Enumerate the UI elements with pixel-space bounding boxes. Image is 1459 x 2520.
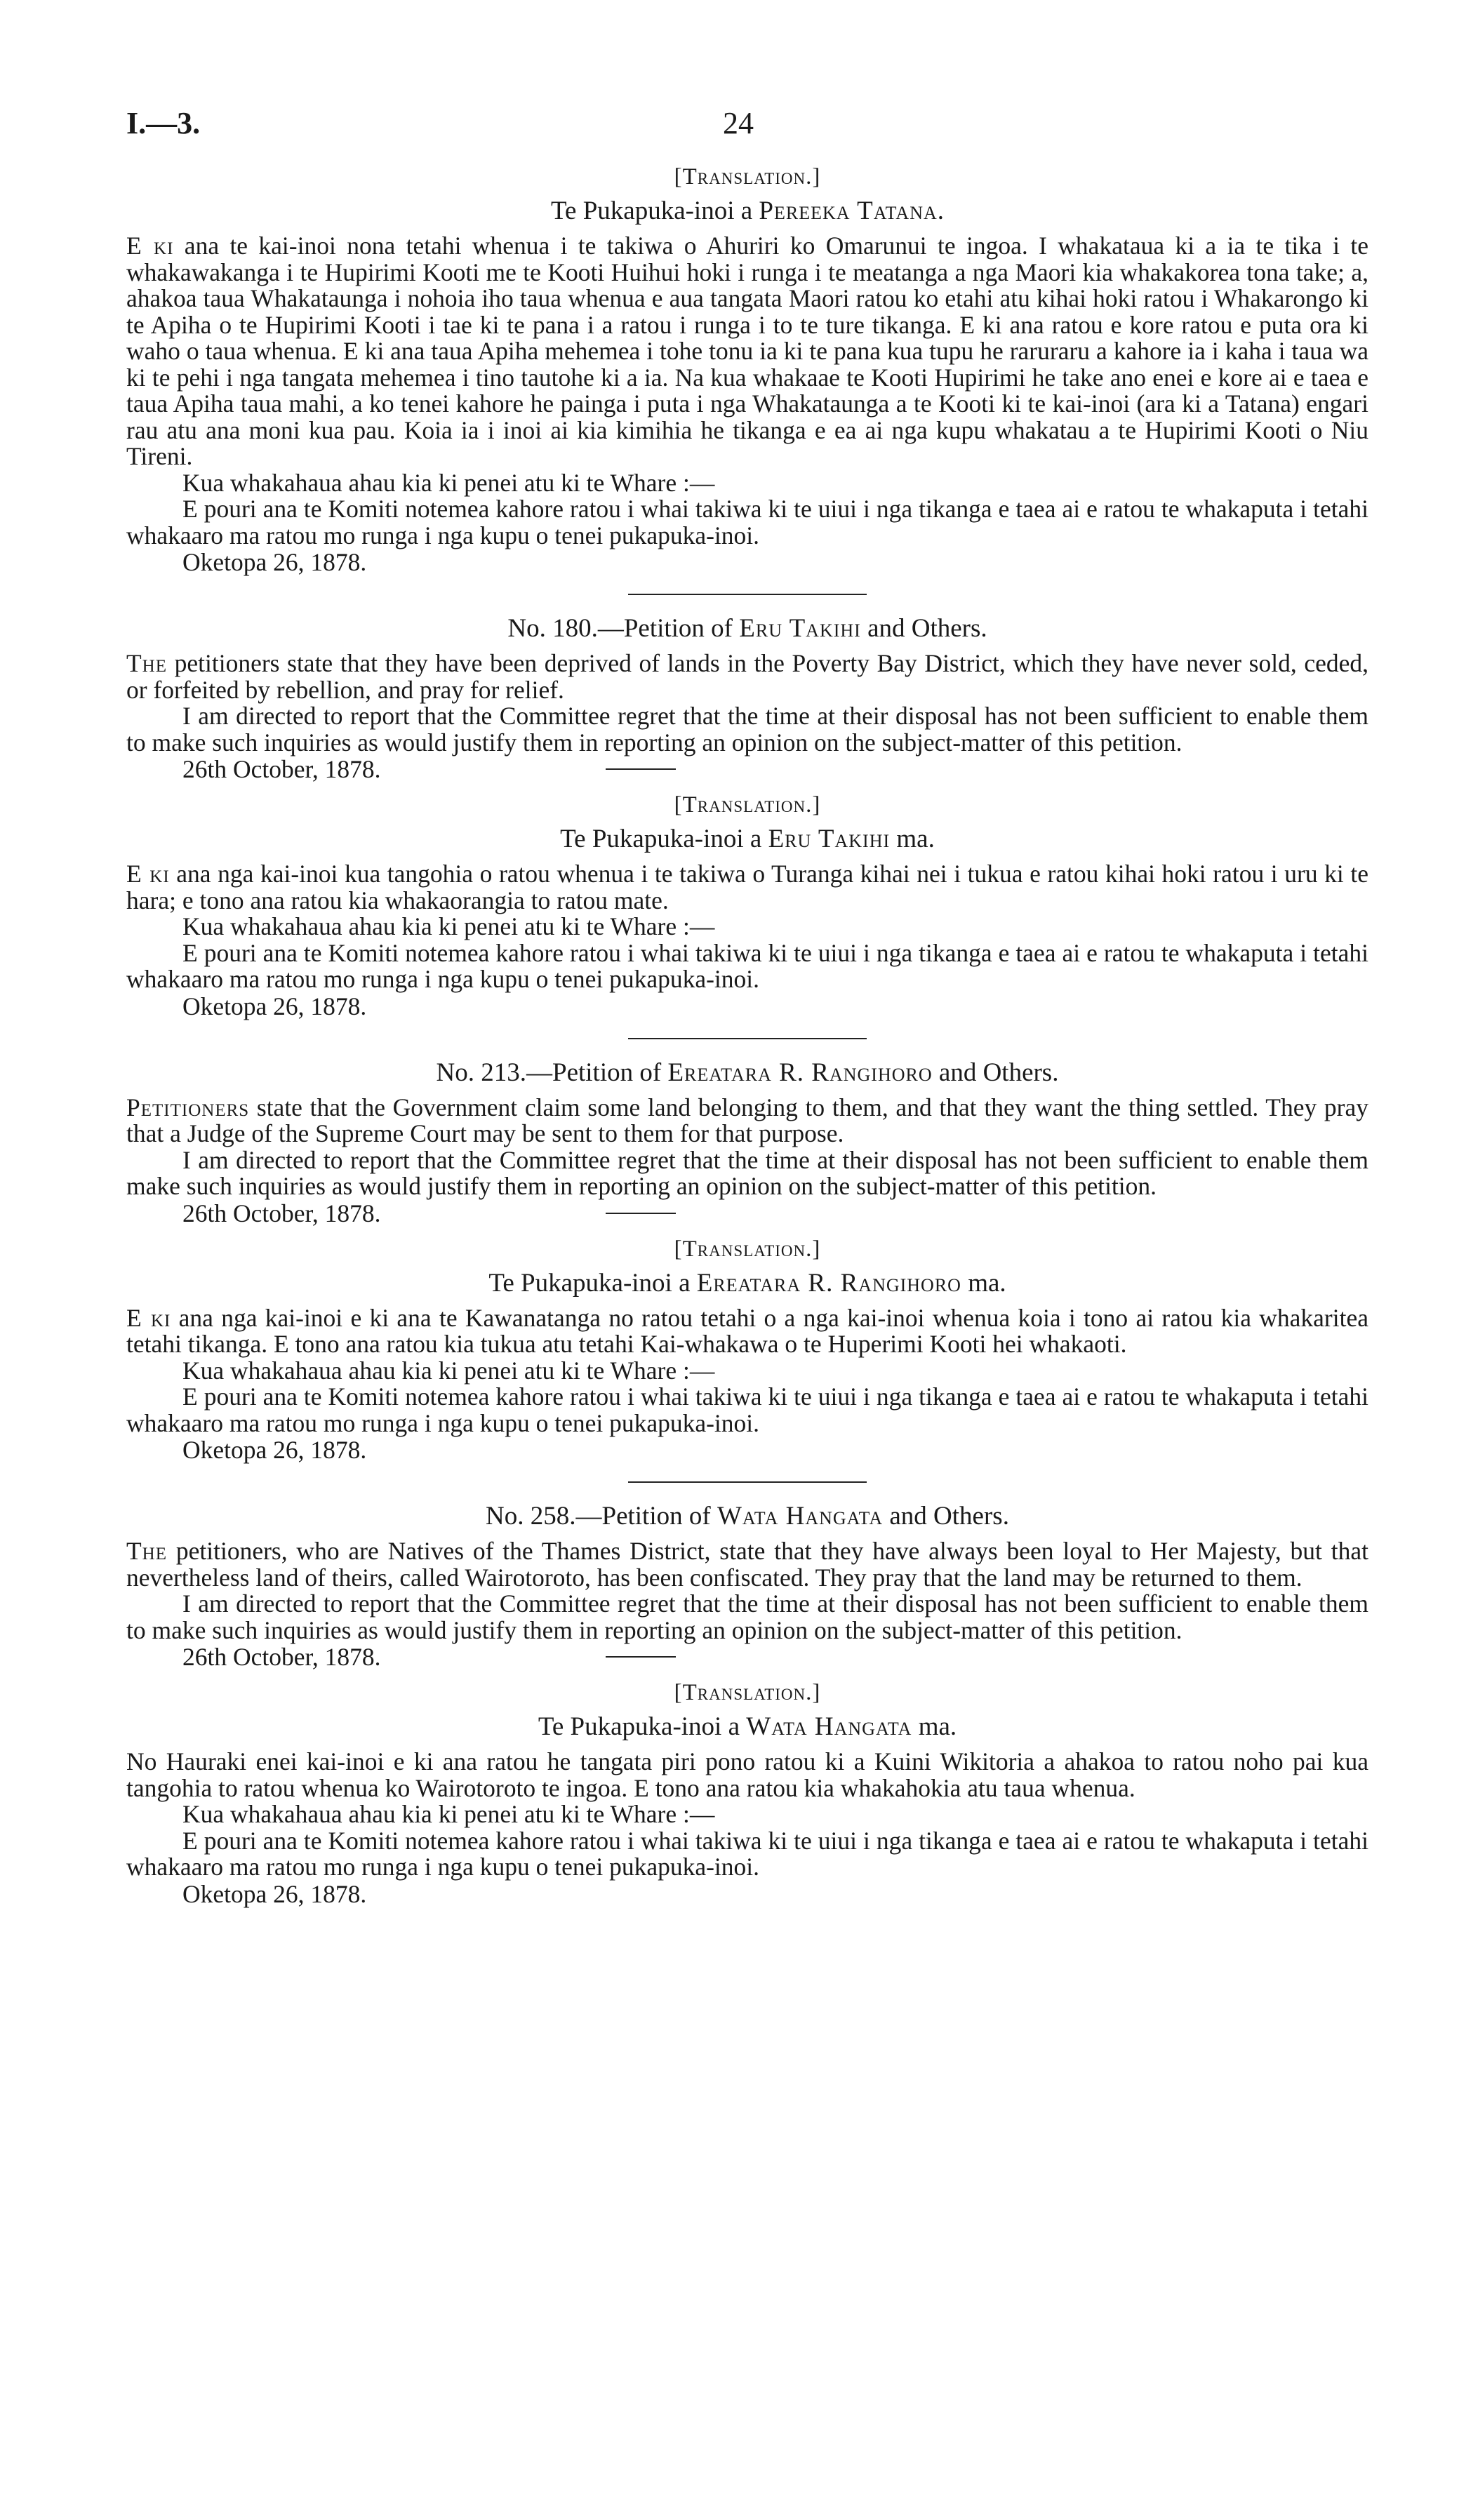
report-date: Oketopa 26, 1878. (182, 1436, 367, 1464)
translation-label: [Translation.] (674, 1236, 821, 1262)
petitioner-name: Ereatara R. Rangihoro (696, 1268, 961, 1298)
report-date: 26th October, 1878. (182, 755, 381, 783)
translation-body: E ki ana nga kai-inoi kua tangohia o ratou whenua i te takiwa o Turanga kihai nei i tukua e ratou kihai hoki ratou i uru ki te hara; e tono ana ratou kia whakaorangia to ratou mate. (126, 860, 1368, 914)
committee-report: E pouri ana te Komiti notemea kahore ratou i whai takiwa ki te uiui i nga tikanga e taea ai e ratou te whakaputa i tetahi whakaaro ma ratou mo runga i nga kupu o tenei pukapuka-inoi. (126, 1826, 1368, 1881)
translation-title: Te Pukapuka-inoi a Eru Takihi ma. (560, 825, 935, 853)
translation-label: [Translation.] (674, 792, 821, 818)
directive-text: Kua whakahaua ahau kia ki penei atu ki te Whare :— (182, 468, 715, 497)
petition-body: E ki ana te kai-inoi nona tetahi whenua i te takiwa o Ahuriri ko Omarunui te ingoa. I whakataua ki a ia te tika i te whakawakanga i te Hupirimi Kooti me te Kooti Huihui hoki i runga i te meatanga a nga Maori kia whakakorea tona take; a, ahakoa taua Whakataunga i nohoia iho taua whenua e aua tangata Maori ratou ko etahi atu kihai hoki ratou i Whakarongo ki te Apiha o te Hupirimi Kooti i tae ki te pana i a ratou i runga i to te ture tikanga. E ki ana ratou e kore ratou e puta ora ki waho o taua whenua. E ki ana taua Apiha mehemea i tohe tonu ia ki te pana kua tupu he raruraru a kahore ia i kaha i taua wa ki te pehi i nga tangata mehemea i tino tautohe ki a ia. Na kua whakaae te Kooti Hupirimi he take ano enei e kore ai e taea e taua Apiha taua mahi, a ko tenei kahore he painga i puta i nga Whakataunga a te Kooti ki te kai-inoi (ara ki a Tatana) engari rau atu ana moni kua pau. Koia ia i inoi ai kia kimihia he tikanga e ea ai nga kupu whakatau a te Hupirimi Kooti o Niu Tireni. (126, 232, 1368, 470)
translation-title: Te Pukapuka-inoi a Wata Hangata ma. (538, 1712, 957, 1741)
translation-label: [Translation.] (674, 1680, 821, 1705)
committee-report: I am directed to report that the Committee regret that the time at their disposal has not been sufficient to enable them to make such inquiries as would justify them in reporting an opinion on the subject-matter of this petition. (126, 1589, 1368, 1644)
report-date: Oketopa 26, 1878. (182, 992, 367, 1020)
report-date: 26th October, 1878. (182, 1199, 381, 1227)
petition-title: No. 258.—Petition of Wata Hangata and Others. (486, 1502, 1009, 1531)
petitioner-name: Eru Takihi (739, 614, 861, 643)
section-title: Te Pukapuka-inoi a Pereeka Tatana. (551, 196, 944, 225)
petition-213 (126, 1058, 1368, 1464)
translation-body: E ki ana nga kai-inoi e ki ana te Kawanatanga no ratou tetahi o a nga kai-inoi whenua koia i tono ai ratou kia whakaritea tetahi tikanga. E tono ana ratou kia tukua atu tetahi Kai-whakawa o te Huperimi Kooti hei whakaoti. (126, 1303, 1368, 1358)
directive-text: Kua whakahaua ahau kia ki penei atu ki te Whare :— (182, 912, 715, 940)
committee-report: E pouri ana te Komiti notemea kahore ratou i whai takiwa ki te uiui i nga tikanga e taea ai e ratou te whakaputa i tetahi whakaaro ma ratou mo runga i nga kupu o tenei pukapuka-inoi. (126, 495, 1368, 549)
petition-258 (126, 1501, 1368, 1907)
petition-body: Petitioners state that the Government claim some land belonging to them, and that they want the thing settled. They pray that a Judge of the Supreme Court may be sent to them for that purpose. (126, 1093, 1368, 1147)
translation-title: Te Pukapuka-inoi a Ereatara R. Rangihoro ma. (488, 1268, 1006, 1298)
parliamentary-paper-code: I.—3. (126, 106, 201, 140)
committee-report: I am directed to report that the Committee regret that the time at their disposal has not been sufficient to enable them to make such inquiries as would justify them in reporting an opinion on the subject-matter of this petition. (126, 702, 1368, 756)
report-date: 26th October, 1878. (182, 1643, 381, 1671)
report-date-row (126, 756, 1368, 782)
section-divider (628, 1038, 867, 1039)
committee-report: I am directed to report that the Committee regret that the time at their disposal has not been sufficient to enable them make such inquiries as would justify them in reporting an opinion on the subject-matter of this petition. (126, 1145, 1368, 1200)
petitioner-name: Pereeka Tatana (759, 196, 938, 225)
report-date-row (126, 1644, 1368, 1670)
petition-body: The petitioners state that they have been deprived of lands in the Poverty Bay District, which they have never sold, ceded, or forfeited by rebellion, and pray for relief. (126, 649, 1368, 704)
petition-body: The petitioners, who are Natives of the Thames District, state that they have always been loyal to Her Majesty, but that nevertheless land of theirs, called Wairotoroto, has been confiscated. They pray that the land may be returned to them. (126, 1537, 1368, 1592)
report-date: Oketopa 26, 1878. (182, 548, 367, 576)
short-divider (606, 768, 676, 770)
petition-title: No. 213.—Petition of Ereatara R. Rangihoro and Others. (436, 1058, 1059, 1087)
petitioner-name: Wata Hangata (746, 1712, 912, 1741)
section-divider (628, 594, 867, 595)
petitioner-name: Ereatara R. Rangihoro (667, 1058, 933, 1087)
section-divider (628, 1481, 867, 1483)
short-divider (606, 1656, 676, 1658)
petitioner-name: Wata Hangata (717, 1502, 884, 1531)
report-date: Oketopa 26, 1878. (182, 1879, 367, 1908)
short-divider (606, 1213, 676, 1214)
petition-title: No. 180.—Petition of Eru Takihi and Others. (507, 614, 987, 643)
section-pereeka-tatana (126, 164, 1368, 575)
page-number: 24 (723, 106, 754, 140)
directive-text: Kua whakahaua ahau kia ki penei atu ki te Whare :— (182, 1800, 715, 1828)
petition-180 (126, 613, 1368, 1020)
committee-report: E pouri ana te Komiti notemea kahore ratou i whai takiwa ki te uiui i nga tikanga e taea ai e ratou te whakaputa i tetahi whakaaro ma ratou mo runga i nga kupu o tenei pukapuka-inoi. (126, 938, 1368, 993)
directive-text: Kua whakahaua ahau kia ki penei atu ki te Whare :— (182, 1356, 715, 1385)
committee-report: E pouri ana te Komiti notemea kahore ratou i whai takiwa ki te uiui i nga tikanga e taea ai e ratou te whakaputa i tetahi whakaaro ma ratou mo runga i nga kupu o tenei pukapuka-inoi. (126, 1382, 1368, 1437)
translation-label: [Translation.] (674, 164, 821, 189)
translation-body: No Hauraki enei kai-inoi e ki ana ratou he tangata piri pono ratou ki a Kuini Wikitoria a ahakoa to ratou noho pai kua tangohia to ratou whenua ko Wairotoroto te ingoa. E tono ana ratou kia whakahokia atu taua whenua. (126, 1747, 1368, 1802)
petitioner-name: Eru Takihi (768, 825, 891, 853)
report-date-row (126, 1200, 1368, 1227)
page-header (126, 105, 1368, 154)
document-page (126, 105, 1368, 1907)
